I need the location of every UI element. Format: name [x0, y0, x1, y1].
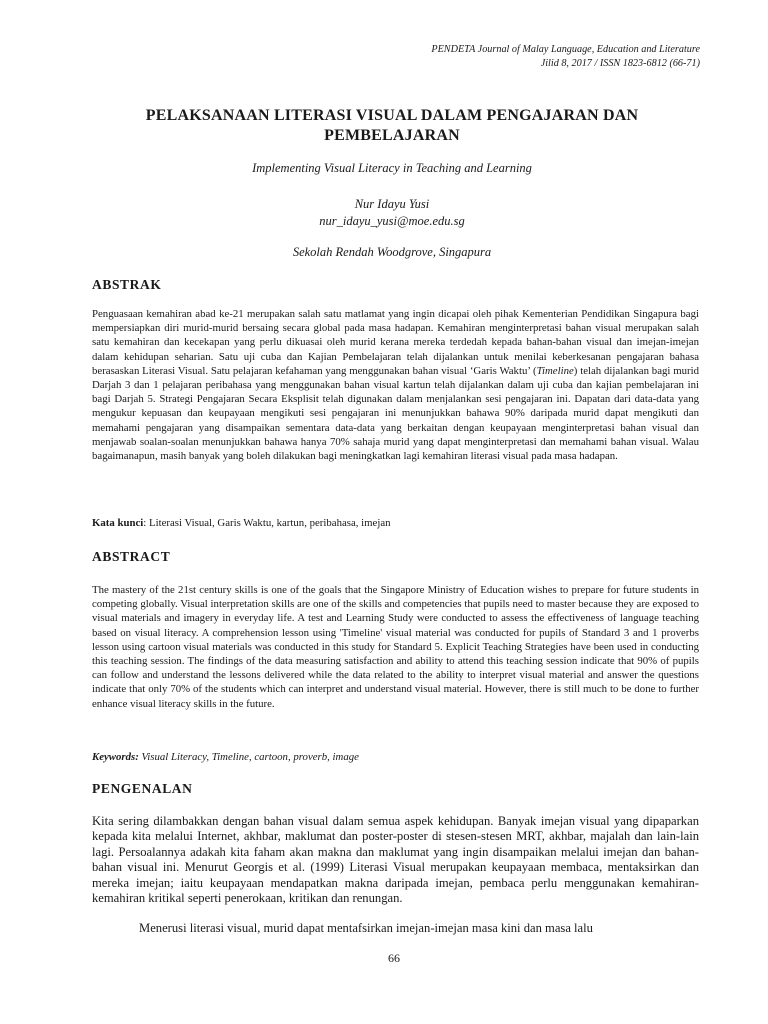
- abstrak-keywords: [92, 517, 699, 529]
- pengenalan-paragraph-2: Menerusi literasi visual, murid dapat mentafsirkan imejan-imejan masa kini dan masa lalu: [139, 921, 593, 935]
- abstract-keywords-list: Visual Literacy, Timeline, cartoon, proverb, image: [138, 751, 359, 763]
- page-number: 66: [388, 951, 400, 965]
- pengenalan-heading: PENGENALAN: [92, 781, 193, 796]
- author-email: nur_idayu_yusi@moe.edu.sg: [319, 214, 465, 228]
- abstract-heading: ABSTRACT: [92, 549, 171, 564]
- abstrak-keywords-list: : Literasi Visual, Garis Waktu, kartun, peribahasa, imejan: [143, 517, 391, 529]
- abstract-text: The mastery of the 21st century skills is one of the goals that the Singapore Ministry of Education wishes to prepare for future students in competing globally. Visual interpretation skills are one of the skills and competencies that pupils need to master because they are exposed to visual materials and imagery in everyday life. A test and Learning Study were conducted to assess the effectiveness of language teaching based on visual literacy. A comprehension lesson using 'Timeline' visual material was conducted for pupils of Standard 3 and 1 proverbs lesson using cartoon visual materials was conducted in this study for Standard 5. Explicit Teaching Strategies have been used in conducting this teaching session. The findings of the data measuring satisfaction and ability to attend this teaching session indicate that 90% of pupils can follow and understand the lessons delivered while the data related to the ability to interpret visual material and answer the questions indicate that only 70% of the students which can interpret and understand visual material. However, there is still much to be done to further enhance visual literacy skills in the future.: [92, 584, 699, 710]
- abstrak-text-part2: ) telah dijalankan bagi murid Darjah 3 dan 1 pelajaran peribahasa yang menggunakan bahan visual kartun telah dijalankan dalam uji cuba dan kajian pembelajaran ini bagi Darjah 5. Strategi Pengajaran Secara Eksplisit telah digunakan dalam menjalankan sesi pengajaran ini. Dapatan dari data-data yang mengukur kepuasan dan keupayaan mengikuti sesi pengajaran ini menunjukkan bahawa 90% daripada murid dapat mengikuti dan memahami pengajaran yang disampaikan sementara data-data yang berkaitan dengan keupayaan menginterpretasi bahan visual dan menjawab soalan-soalan menunjukkan bahawa hanya 70% sahaja murid yang dapat menginterpretasi dan memahami bahan visual. Walau bagaimanapun, masih banyak yang boleh dilakukan bagi meningkatkan lagi kemahiran literasi visual pada masa hadapan.: [92, 364, 699, 463]
- journal-name: PENDETA Journal of Malay Language, Education and Literature: [431, 44, 700, 55]
- abstract-keywords-label: Keywords:: [92, 751, 139, 763]
- article-subtitle: Implementing Visual Literacy in Teaching and Learning: [252, 161, 532, 175]
- abstrak-keywords-label: Kata kunci: [92, 517, 144, 529]
- journal-header: [280, 43, 700, 71]
- abstrak-text: [92, 307, 699, 463]
- author-block: [92, 196, 692, 230]
- abstrak-text-italic: Timeline: [536, 364, 574, 377]
- abstrak-text-part1: Penguasaan kemahiran abad ke-21 merupakan salah satu matlamat yang ingin dicapai oleh pihak Kementerian Pendidikan Singapura bagi mempersiapkan diri murid-murid bersaing secara global pada masa hadapan. Kemahiran menginterpretasi bahan visual merupakan salah satu kemahiran dan kecekapan yang perlu dikuasai oleh murid kerana mereka terdedah kepada bahan-bahan visual dan imejan-imejan dalam kehidupan seharian. Satu uji cuba dan Kajian Pembelajaran telah dijalankan untuk menilai keberkesanan pengajaran bahasa berasaskan Literasi Visual. Satu pelajaran kefahaman yang menggunakan bahan visual ‘Garis Waktu’ (: [92, 308, 699, 377]
- pengenalan-paragraph-1: Kita sering dilambakkan dengan bahan visual dalam semua aspek kehidupan. Banyak imejan visual yang dipaparkan kepada kita melalui Internet, akhbar, maklumat dan poster-poster di stesen-stesen MRT, akhbar, majalah dan lain-lain lagi. Persoalannya adakah kita faham akan makna dan maklumat yang ingin disampaikan melalui imejan dan bahan-bahan visual ini. Menurut Georgis et al. (1999) Literasi Visual merupakan keupayaan membaca, mentaksirkan dan mereka imejan; iaitu keupayaan mendapatkan makna daripada imejan, pembaca perlu menggunakan kemahiran-kemahiran kritikal seperti penerokaan, kritikan dan renungan.: [92, 814, 699, 906]
- author-name: Nur Idayu Yusi: [354, 197, 430, 211]
- author-affiliation: Sekolah Rendah Woodgrove, Singapura: [292, 245, 492, 259]
- journal-volume: Jilid 8, 2017 / ISSN 1823-6812 (66-71): [540, 58, 700, 69]
- abstract-keywords: [92, 751, 699, 763]
- abstrak-heading: ABSTRAK: [92, 277, 162, 292]
- article-title: PELAKSANAAN LITERASI VISUAL DALAM PENGAJARAN DAN PEMBELAJARAN: [145, 107, 639, 144]
